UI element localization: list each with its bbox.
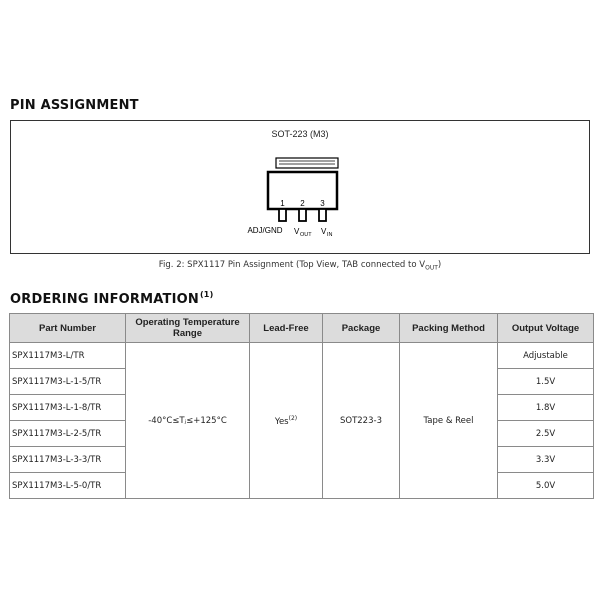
pin-2-lead bbox=[299, 209, 306, 221]
header-lead-free: Lead-Free bbox=[250, 314, 323, 343]
output-voltage-cell: Adjustable bbox=[498, 343, 594, 369]
part-number-cell: SPX1117M3-L-1-5/TR bbox=[10, 369, 126, 395]
lead-free-cell bbox=[250, 343, 323, 499]
pin-2-label-sub: OUT bbox=[300, 232, 312, 238]
temperature-cell: -40°C≤Tⱼ≤+125°C bbox=[126, 343, 250, 499]
pin-3-label: V bbox=[321, 227, 327, 236]
packing-cell: Tape & Reel bbox=[400, 343, 498, 499]
lead-free-note: (2) bbox=[288, 414, 298, 422]
sot223-diagram bbox=[11, 121, 589, 253]
output-voltage-cell: 3.3V bbox=[498, 447, 594, 473]
table-row bbox=[10, 343, 594, 369]
ordering-heading-note: (1) bbox=[199, 290, 214, 299]
pin-assignment-heading: PIN ASSIGNMENT bbox=[10, 98, 139, 113]
output-voltage-cell: 1.8V bbox=[498, 395, 594, 421]
header-temperature: Operating Temperature Range bbox=[126, 314, 250, 343]
pin-2-number: 2 bbox=[300, 199, 305, 208]
caption-subscript: OUT bbox=[425, 264, 438, 272]
part-number-cell: SPX1117M3-L-2-5/TR bbox=[10, 421, 126, 447]
ordering-table bbox=[9, 313, 594, 499]
pin-3-label-sub: IN bbox=[327, 232, 333, 238]
caption-text: Fig. 2: SPX1117 Pin Assignment (Top View, TAB connected to V bbox=[158, 260, 426, 270]
package-cell: SOT223-3 bbox=[323, 343, 400, 499]
part-number-cell: SPX1117M3-L-1-8/TR bbox=[10, 395, 126, 421]
part-number-cell: SPX1117M3-L-5-0/TR bbox=[10, 473, 126, 499]
figure-caption bbox=[0, 260, 600, 272]
pin-1-number: 1 bbox=[280, 199, 285, 208]
table-header-row bbox=[10, 314, 594, 343]
output-voltage-cell: 5.0V bbox=[498, 473, 594, 499]
package-tab bbox=[276, 158, 338, 168]
output-voltage-cell: 1.5V bbox=[498, 369, 594, 395]
pin-1-label: ADJ/GND bbox=[247, 226, 283, 235]
package-label: SOT-223 (M3) bbox=[271, 129, 329, 139]
ordering-heading bbox=[10, 290, 213, 307]
pin-2-label: V bbox=[294, 227, 300, 236]
caption-end: ) bbox=[437, 260, 442, 270]
header-package: Package bbox=[323, 314, 400, 343]
header-packing: Packing Method bbox=[400, 314, 498, 343]
pin-assignment-box bbox=[10, 120, 590, 254]
pin-3-lead bbox=[319, 209, 326, 221]
pin-1-lead bbox=[279, 209, 286, 221]
lead-free-value: Yes bbox=[274, 416, 289, 427]
header-output-voltage: Output Voltage bbox=[498, 314, 594, 343]
part-number-cell: SPX1117M3-L/TR bbox=[10, 343, 126, 369]
part-number-cell: SPX1117M3-L-3-3/TR bbox=[10, 447, 126, 473]
ordering-heading-text: ORDERING INFORMATION bbox=[10, 292, 199, 307]
header-part-number: Part Number bbox=[10, 314, 126, 343]
pin-3-number: 3 bbox=[320, 199, 325, 208]
output-voltage-cell: 2.5V bbox=[498, 421, 594, 447]
